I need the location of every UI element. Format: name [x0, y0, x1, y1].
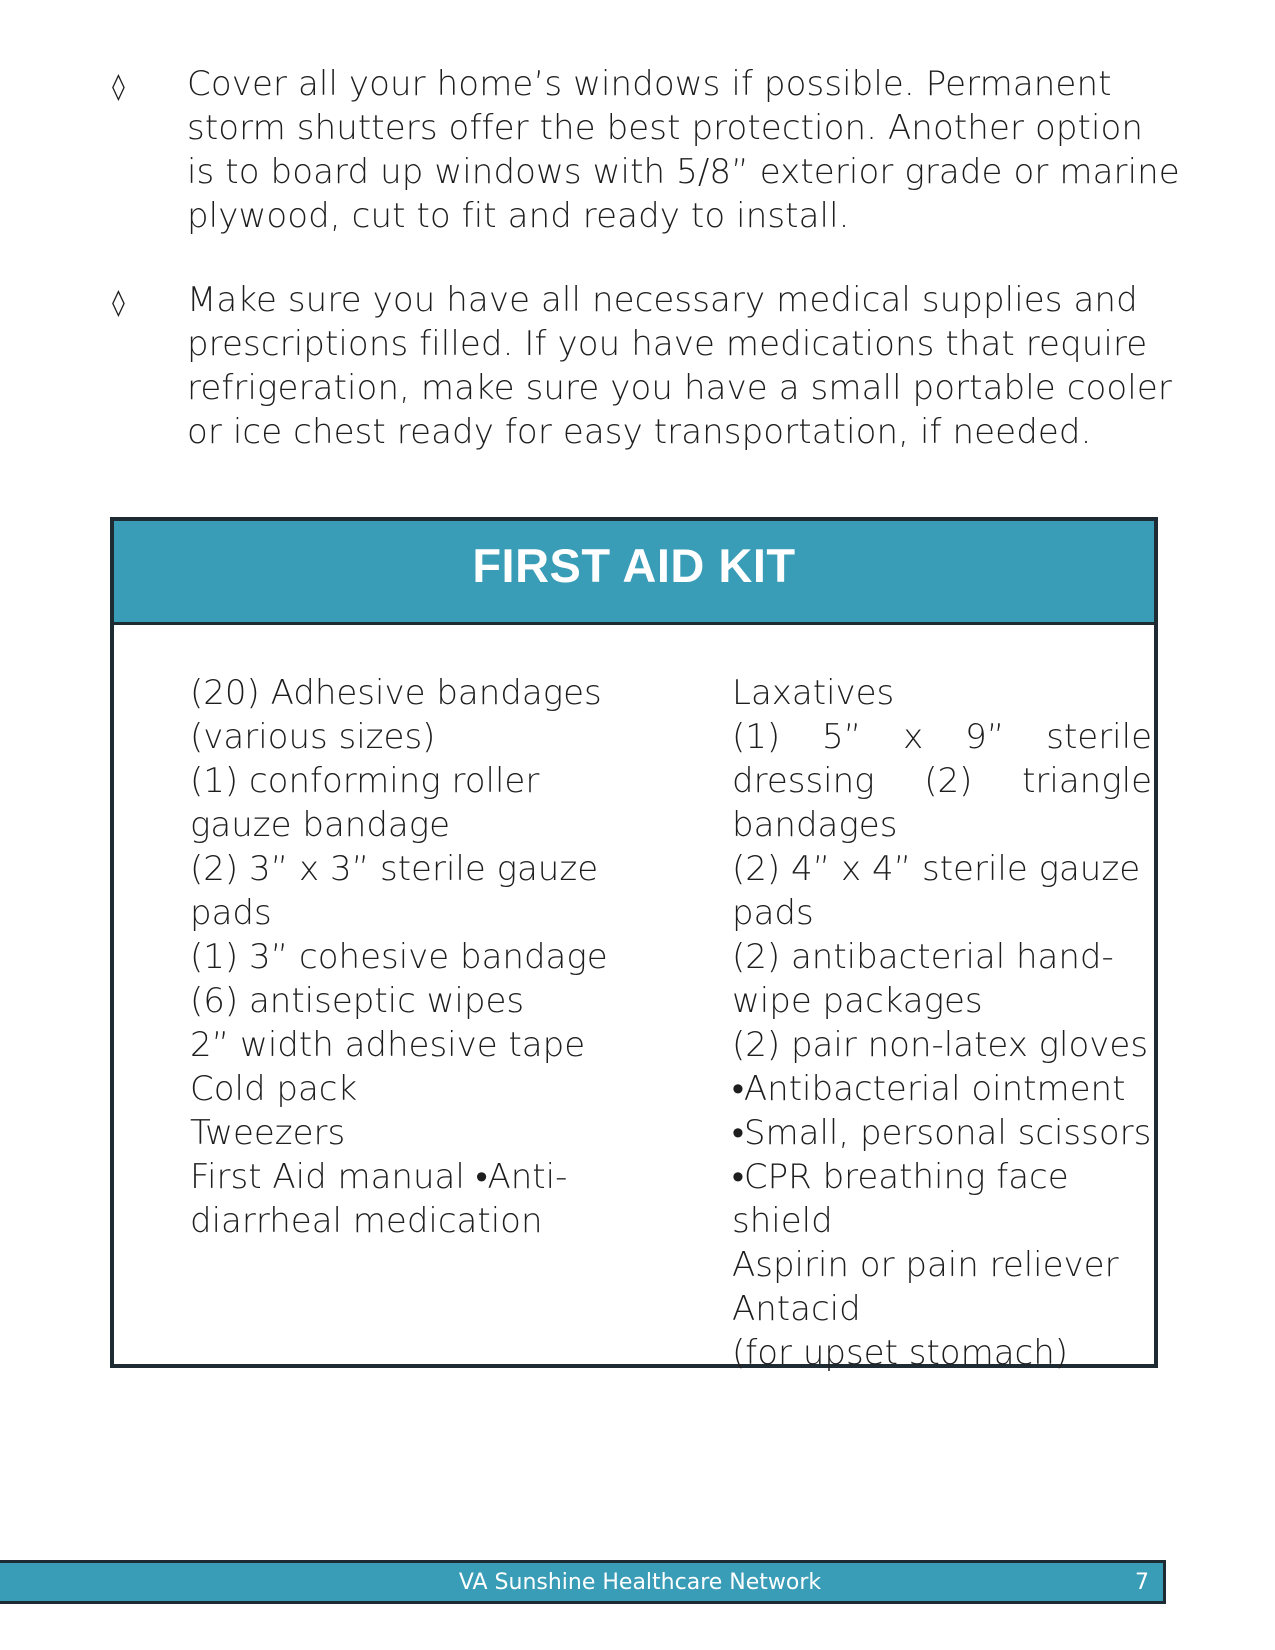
kit-item: (2) pair non-latex gloves	[732, 1025, 1149, 1065]
kit-item-justified	[732, 715, 1152, 759]
kit-item: (various sizes)	[190, 717, 436, 757]
bullet-item-medical	[110, 278, 1170, 454]
first-aid-kit-header	[114, 521, 1154, 625]
kit-item: Cold pack	[190, 1069, 358, 1109]
kit-word: dressing	[732, 761, 875, 801]
kit-item: pads	[732, 893, 814, 933]
kit-item: Laxatives	[732, 673, 895, 713]
bullet-line: plywood, cut to fit and ready to install.	[187, 196, 850, 236]
kit-word: (1)	[732, 717, 781, 757]
kit-item: gauze bandage	[190, 805, 451, 845]
kit-item: (20) Adhesive bandages	[190, 673, 602, 713]
kit-item: First Aid manual •Anti-	[190, 1157, 568, 1197]
kit-word: x	[903, 717, 924, 757]
kit-item: (6) antiseptic wipes	[190, 981, 525, 1021]
kit-item: (1) conforming roller	[190, 761, 540, 801]
kit-item: (2) 4” x 4” sterile gauze	[732, 849, 1141, 889]
kit-item: Antacid	[732, 1289, 861, 1329]
kit-left-column	[190, 671, 610, 1243]
kit-item: bandages	[732, 805, 898, 845]
page-number: 7	[1135, 1570, 1149, 1595]
bullet-line: Make sure you have all necessary medical supplies and	[187, 280, 1138, 320]
kit-item: Tweezers	[190, 1113, 346, 1153]
page-footer	[0, 1560, 1166, 1604]
kit-word: (2)	[924, 761, 973, 801]
bullet-item-windows	[110, 62, 1180, 238]
kit-item: Aspirin or pain reliever	[732, 1245, 1119, 1285]
kit-item: shield	[732, 1201, 833, 1241]
kit-item: wipe packages	[732, 981, 983, 1021]
bullet-list	[110, 62, 1180, 494]
first-aid-kit-box	[110, 517, 1158, 1373]
kit-item: 2” width adhesive tape	[190, 1025, 586, 1065]
kit-item-justified	[732, 759, 1152, 803]
kit-item: pads	[190, 893, 272, 933]
bullet-text-windows	[187, 62, 1187, 238]
kit-word: 5”	[822, 717, 862, 757]
kit-item: (2) 3” x 3” sterile gauze	[190, 849, 599, 889]
kit-word: triangle	[1022, 761, 1152, 801]
kit-word: 9”	[965, 717, 1005, 757]
kit-item: (for upset stomach)	[732, 1333, 1069, 1373]
bullet-line: is to board up windows with 5/8” exterior grade or marine	[187, 152, 1180, 192]
bullet-line: storm shutters offer the best protection. Another option	[187, 108, 1144, 148]
footer-organization: VA Sunshine Healthcare Network	[458, 1570, 822, 1595]
bullet-line: or ice chest ready for easy transportation, if needed.	[187, 412, 1092, 452]
bullet-text-medical	[187, 278, 1187, 454]
lozenge-bullet-icon: ◊	[112, 72, 125, 102]
kit-item: (2) antibacterial hand-	[732, 937, 1114, 977]
kit-right-column	[732, 671, 1152, 1375]
kit-item: diarrheal medication	[190, 1201, 543, 1241]
bullet-line: prescriptions filled. If you have medications that require	[187, 324, 1148, 364]
kit-item: •Antibacterial ointment	[732, 1069, 1126, 1109]
bullet-line: refrigeration, make sure you have a small portable cooler	[187, 368, 1172, 408]
kit-word: sterile	[1046, 717, 1152, 757]
lozenge-bullet-icon: ◊	[112, 288, 125, 318]
kit-item: (1) 3” cohesive bandage	[190, 937, 608, 977]
kit-item: •CPR breathing face	[732, 1157, 1069, 1197]
bullet-line: Cover all your home’s windows if possible. Permanent	[187, 64, 1112, 104]
first-aid-kit-title: FIRST AID KIT	[472, 539, 796, 592]
kit-item: •Small, personal scissors	[732, 1113, 1152, 1153]
